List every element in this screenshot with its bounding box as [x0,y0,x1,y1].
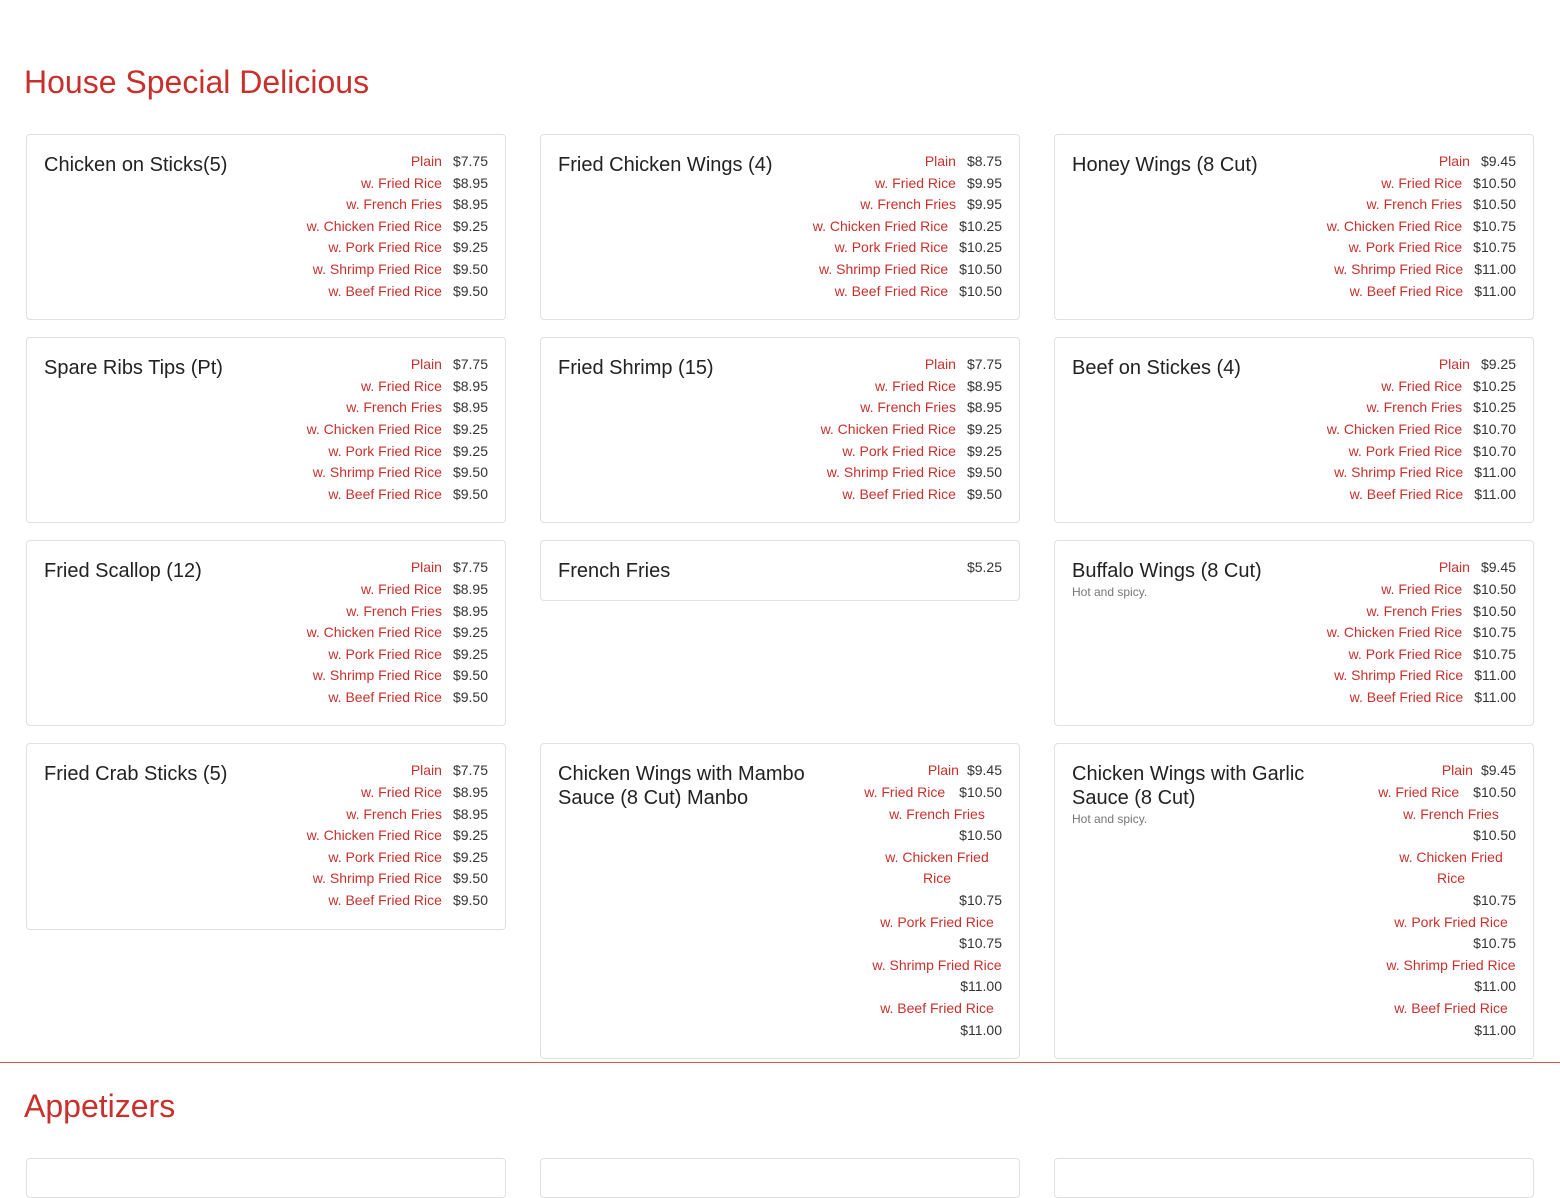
price-option-row[interactable] [852,760,1002,782]
price-amount: $9.25 [452,217,488,234]
price-options [1327,354,1516,505]
price-option-label: w. Chicken Fried Rice [306,217,442,234]
price-option-row[interactable] [361,376,488,398]
price-option-label: Plain [924,356,956,373]
price-amount: $7.75 [452,762,488,779]
price-amount: $8.95 [452,580,488,597]
price-amount: $9.95 [966,174,1002,191]
price-amount: $10.50 [959,282,1002,299]
price-option-label: w. Pork Fried Rice [328,239,442,256]
price-amount: $9.50 [452,485,488,502]
price-option-label: Plain [924,153,956,169]
price-amount: $10.75 [1473,645,1516,662]
price-amount: $9.45 [1480,762,1516,779]
price-option-label: w. Beef Fried Rice [842,485,956,502]
price-option-label: w. Chicken Fried Rice [1399,848,1503,887]
price-option-label: w. French Fries [346,805,442,822]
price-option-label: w. Pork Fried Rice [880,913,994,930]
price-option-label: w. Fried Rice [1378,784,1460,801]
menu-item-info [44,354,223,505]
price-option-label: Plain [1438,559,1470,576]
menu-item-card[interactable] [540,540,1020,601]
price-option-row[interactable] [1334,462,1516,484]
price-amount: $8.95 [452,602,488,619]
price-amount: $11.00 [1474,688,1516,705]
price-option-label: w. Fried Rice [361,784,442,801]
price-options [1327,557,1516,708]
price-amount: $10.75 [1473,239,1516,256]
price-option-row[interactable] [1439,557,1516,579]
price-option-row[interactable] [860,194,1002,216]
price-amount: $11.00 [1474,282,1516,299]
price-option-row[interactable] [1366,912,1516,955]
price-amount: $11.00 [960,978,1002,995]
price-option-label: w. Shrimp Fried Rice [312,464,442,481]
menu-item-card[interactable] [1054,540,1534,726]
price-option-row[interactable] [852,912,1002,955]
price-option-row[interactable] [328,890,488,912]
price-option-row[interactable] [328,687,488,709]
price-amount: $11.00 [960,1021,1002,1038]
price-option-row[interactable] [852,955,1002,998]
price-option-row[interactable] [842,441,1002,463]
price-option-row[interactable] [411,760,488,782]
price-options [307,760,488,911]
price-option-row[interactable] [1366,782,1516,804]
price-amount: $8.95 [452,174,488,191]
price-amount: $11.00 [1474,464,1516,481]
menu-item-name: Chicken Wings with Garlic Sauce (8 Cut) [1072,763,1305,810]
price-amount: $10.50 [1473,196,1516,213]
price-option-label: w. Pork Fried Rice [328,645,442,662]
price-option-label: w. Pork Fried Rice [1348,239,1463,256]
price-option-label: w. Beef Fried Rice [328,485,442,502]
appetizers-grid [26,1158,1534,1198]
price-option-row[interactable] [411,151,488,173]
price-amount: $10.70 [1473,420,1516,437]
price-option-label: Plain [1438,356,1470,373]
menu-item-card[interactable] [1054,337,1534,523]
price-amount: $10.50 [1473,602,1516,619]
price-option-row[interactable] [819,259,1002,281]
price-option-label: Plain [410,559,442,576]
price-option-row[interactable] [1334,259,1516,281]
menu-item-info [44,760,227,911]
price-amount: $8.95 [452,196,488,213]
menu-item-info [558,151,773,302]
price-options [852,760,1002,1041]
menu-item-name: Fried Scallop (12) [44,560,202,583]
price-amount: $9.50 [966,485,1002,502]
price-amount: $9.25 [452,442,488,459]
price-amount: $9.50 [452,688,488,705]
price-option-label: w. Shrimp Fried Rice [1334,260,1464,277]
price-amount: $9.95 [966,196,1002,213]
price-amount: $10.50 [959,784,1002,801]
price-amount: $9.50 [966,464,1002,481]
menu-item-card[interactable] [540,1158,1020,1198]
price-option-row[interactable] [852,804,1002,847]
price-options [307,151,488,302]
menu-item-name: Beef on Stickes (4) [1072,357,1241,380]
menu-item-card[interactable] [1054,134,1534,320]
price-option-row[interactable] [328,484,488,506]
price-amount: $8.95 [452,377,488,394]
price-option-row[interactable] [1366,397,1516,419]
price-amount: $10.70 [1473,442,1516,459]
price-option-label: w. Shrimp Fried Rice [826,464,956,481]
price-option-label: Plain [410,153,442,169]
price-option-row[interactable] [813,216,1002,238]
price-option-label: w. Pork Fried Rice [328,848,442,865]
price-option-label: w. Fried Rice [361,580,442,597]
price-option-row[interactable] [328,644,488,666]
price-option-label: w. Shrimp Fried Rice [1334,667,1464,684]
price-option-label: w. Chicken Fried Rice [885,848,989,887]
price-option-row[interactable] [307,622,488,644]
price-option-label: w. Shrimp Fried Rice [872,956,1002,973]
menu-item-card[interactable] [26,134,506,320]
price-amount: $9.45 [1480,559,1516,576]
price-amount: $9.25 [966,442,1002,459]
price-amount: $10.50 [1473,827,1516,844]
price-option-label: w. Chicken Fried Rice [1326,420,1463,437]
price-amount: $7.75 [966,356,1002,373]
menu-item-name: Honey Wings (8 Cut) [1072,154,1258,176]
price-option-label: w. Chicken Fried Rice [306,624,442,641]
price-amount: $8.75 [966,153,1002,169]
price-option-row[interactable] [1381,579,1516,601]
price-option-label: w. French Fries [346,399,442,416]
price-option-row[interactable] [1366,847,1516,912]
price-option-row[interactable] [1350,484,1516,506]
price-option-label: w. French Fries [1366,602,1463,619]
price-option-row[interactable] [1327,216,1516,238]
price-option-label: w. Chicken Fried Rice [1326,624,1463,641]
menu-item-name: French Fries [558,560,671,583]
price-option-label: w. Shrimp Fried Rice [1334,464,1464,481]
price-amount: $10.50 [959,827,1002,844]
price-option-row[interactable] [328,847,488,869]
price-option-row[interactable] [1366,804,1516,847]
price-amount: $8.95 [452,399,488,416]
price-option-label: w. Beef Fried Rice [834,282,949,299]
price-amount: $10.50 [1473,580,1516,597]
price-option-row[interactable] [1439,354,1516,376]
price-option-row[interactable] [1366,194,1516,216]
price-amount: $8.95 [966,377,1002,394]
price-option-row[interactable] [1350,281,1516,303]
price-option-label: w. French Fries [860,399,956,416]
price-option-row[interactable] [821,419,1002,441]
price-option-row[interactable] [328,237,488,259]
price-amount: $9.45 [966,762,1002,779]
price-amount: $10.75 [1473,624,1516,641]
price-option-label: w. Beef Fried Rice [328,282,442,299]
price-option-label: w. Chicken Fried Rice [820,420,956,437]
price-option-row[interactable] [835,281,1002,303]
price-options [967,557,1002,583]
price-options [1366,760,1516,1041]
menu-item-description: Hot and spicy. [1072,585,1148,600]
menu-item-name: Fried Crab Sticks (5) [44,763,228,786]
menu-item-card[interactable] [26,337,506,523]
price-amount: $10.75 [959,892,1002,909]
price-option-label: w. Fried Rice [875,174,956,191]
price-options [307,557,488,708]
menu-item-card[interactable] [1054,743,1534,1059]
price-option-row[interactable] [411,354,488,376]
price-option-label: w. Fried Rice [875,377,956,394]
price-option-label: w. Fried Rice [361,377,442,394]
price-amount: $8.95 [452,784,488,801]
price-options [821,354,1002,505]
price-amount: $10.25 [959,239,1002,256]
menu-item-info [1072,557,1262,708]
price-amount: $10.75 [1473,935,1516,952]
menu-item-info [558,354,714,505]
price-amount: $11.00 [1474,1021,1516,1038]
price-option-row[interactable] [875,376,1002,398]
price-amount: $10.25 [959,217,1002,234]
price-option-row[interactable] [852,998,1002,1041]
price-option-label: w. Shrimp Fried Rice [1386,956,1516,973]
price-option-label: w. Fried Rice [1381,580,1463,597]
price-option-row[interactable] [346,194,488,216]
price-option-row[interactable] [860,397,1002,419]
price-option-label: Plain [1441,762,1473,779]
price-option-label: w. Fried Rice [1381,377,1463,394]
menu-item-card[interactable] [540,337,1020,523]
price-option-label: w. Pork Fried Rice [842,442,956,459]
price-option-row[interactable] [852,782,1002,804]
price-option-row[interactable] [875,173,1002,195]
price-amount: $9.25 [452,239,488,256]
price-option-label: w. French Fries [889,805,985,822]
menu-item-name: Fried Shrimp (15) [558,357,714,380]
price-amount: $10.75 [1473,217,1516,234]
price-option-row[interactable] [346,397,488,419]
price-amount: $9.25 [966,420,1002,437]
section-divider [0,1062,1560,1063]
price-option-label: w. Chicken Fried Rice [306,827,442,844]
price-amount: $9.25 [452,420,488,437]
price-option-label: w. Pork Fried Rice [1348,442,1463,459]
price-option-row[interactable] [313,665,488,687]
price-amount: $8.95 [966,399,1002,416]
price-options [813,151,1002,302]
price-option-row[interactable] [361,579,488,601]
menu-item-name: Fried Chicken Wings (4) [558,154,773,176]
price-option-label: w. Beef Fried Rice [1394,1000,1508,1016]
menu-item-name: Buffalo Wings (8 Cut) [1072,560,1262,583]
price-option-label: w. Pork Fried Rice [328,442,442,459]
price-option-row[interactable] [925,151,1002,173]
menu-item-card[interactable] [1054,1158,1534,1198]
price-option-label: w. Chicken Fried Rice [1326,217,1463,234]
menu-item-info [1072,151,1258,302]
price-option-label: w. Shrimp Fried Rice [312,870,442,887]
price-option-label: w. Beef Fried Rice [1349,688,1464,705]
price-option-row[interactable] [361,782,488,804]
price-option-row[interactable] [411,557,488,579]
menu-item-info [1072,760,1337,1041]
price-option-row[interactable] [1349,237,1516,259]
price-amount: $9.50 [452,260,488,277]
menu-item-name: Chicken on Sticks(5) [44,154,228,176]
price-option-row[interactable] [1366,601,1516,623]
price-option-row[interactable] [967,557,1002,579]
price-option-row[interactable] [346,601,488,623]
price-amount: $9.50 [452,892,488,909]
price-option-label: w. French Fries [346,196,442,213]
price-option-row[interactable] [313,868,488,890]
price-option-row[interactable] [1381,173,1516,195]
menu-item-card[interactable] [26,540,506,726]
price-option-row[interactable] [307,419,488,441]
price-option-label: Plain [1438,153,1470,169]
section-title-appetizers: Appetizers [24,1088,176,1124]
price-amount: $11.00 [1474,667,1516,684]
price-option-row[interactable] [1327,622,1516,644]
price-amount: $9.25 [452,848,488,865]
price-option-label: w. Chicken Fried Rice [812,217,949,234]
price-option-row[interactable] [307,825,488,847]
menu-item-card[interactable] [540,743,1020,1059]
price-option-row[interactable] [328,281,488,303]
price-option-label: w. Beef Fried Rice [880,1000,994,1016]
price-option-row[interactable] [1327,419,1516,441]
price-option-label: w. Beef Fried Rice [1349,485,1464,502]
price-amount: $9.50 [452,667,488,684]
menu-item-info [558,557,670,583]
price-option-label: w. Shrimp Fried Rice [819,260,949,277]
price-option-label: Plain [410,762,442,779]
price-option-label: w. Shrimp Fried Rice [312,667,442,684]
price-option-row[interactable] [361,173,488,195]
price-option-label: w. Beef Fried Rice [328,688,442,705]
price-option-label: w. Beef Fried Rice [328,892,442,909]
price-amount: $10.25 [1473,399,1516,416]
price-option-row[interactable] [925,354,1002,376]
price-amount: $9.50 [452,464,488,481]
menu-item-description: Hot and spicy. [1072,812,1148,827]
price-option-label: w. Beef Fried Rice [1349,282,1464,299]
menu-item-info [1072,354,1241,505]
menu-item-info [44,151,227,302]
price-option-row[interactable] [1334,665,1516,687]
price-amount: $11.00 [1474,485,1516,502]
menu-items-grid [26,134,1534,1059]
price-option-label: w. Fried Rice [361,174,442,191]
price-option-row[interactable] [307,216,488,238]
price-option-label: w. Pork Fried Rice [1394,913,1508,930]
price-amount: $10.50 [1473,174,1516,191]
menu-item-card[interactable] [540,134,1020,320]
price-option-row[interactable] [346,804,488,826]
price-option-row[interactable] [1349,441,1516,463]
price-option-row[interactable] [835,237,1002,259]
price-option-label: w. Chicken Fried Rice [306,420,442,437]
menu-item-name: Chicken Wings with Mambo Sauce (8 Cut) Manbo [558,763,805,810]
menu-item-info [558,760,823,1041]
price-option-row[interactable] [1349,644,1516,666]
price-option-row[interactable] [313,259,488,281]
price-amount: $10.25 [1473,377,1516,394]
price-amount: $9.45 [1480,153,1516,169]
menu-item-card[interactable] [26,1158,506,1198]
price-amount: $7.75 [452,356,488,373]
price-amount: $9.25 [452,827,488,844]
price-option-row[interactable] [1439,151,1516,173]
price-amount: $9.50 [452,870,488,887]
price-amount: $9.25 [1480,356,1516,373]
price-option-row[interactable] [1366,760,1516,782]
price-amount: $5.25 [966,559,1002,576]
menu-item-card[interactable] [26,743,506,929]
price-option-label: w. French Fries [346,602,442,619]
price-option-row[interactable] [842,484,1002,506]
section-title-house-special: House Special Delicious [24,64,370,100]
price-option-label: Plain [927,762,959,779]
price-amount: $10.50 [1473,784,1516,801]
price-amount: $7.75 [452,153,488,169]
price-amount: $9.25 [452,624,488,641]
price-option-row[interactable] [1366,955,1516,998]
price-options [1327,151,1516,302]
price-amount: $7.75 [452,559,488,576]
price-option-row[interactable] [827,462,1002,484]
price-option-label: w. Pork Fried Rice [834,239,949,256]
price-option-label: w. Pork Fried Rice [1348,645,1463,662]
menu-item-info [44,557,202,708]
price-option-row[interactable] [1381,376,1516,398]
price-amount: $9.50 [452,282,488,299]
price-option-row[interactable] [313,462,488,484]
price-amount: $9.25 [452,645,488,662]
price-option-row[interactable] [328,441,488,463]
price-option-label: Plain [410,356,442,373]
price-option-row[interactable] [1350,687,1516,709]
price-option-label: w. Fried Rice [864,784,946,801]
price-option-label: w. French Fries [860,196,956,213]
price-amount: $10.75 [1473,892,1516,909]
price-options [307,354,488,505]
price-option-label: w. French Fries [1403,805,1499,822]
price-option-label: w. Fried Rice [1381,174,1463,191]
price-amount: $11.00 [1474,260,1516,277]
price-option-label: w. French Fries [1366,399,1463,416]
price-amount: $11.00 [1474,978,1516,995]
price-amount: $10.75 [959,935,1002,952]
menu-item-name: Spare Ribs Tips (Pt) [44,357,223,380]
price-option-row[interactable] [852,847,1002,912]
price-option-row[interactable] [1366,998,1516,1041]
price-amount: $8.95 [452,805,488,822]
price-option-label: w. Shrimp Fried Rice [312,260,442,277]
price-amount: $10.50 [959,260,1002,277]
price-option-label: w. French Fries [1366,196,1463,213]
